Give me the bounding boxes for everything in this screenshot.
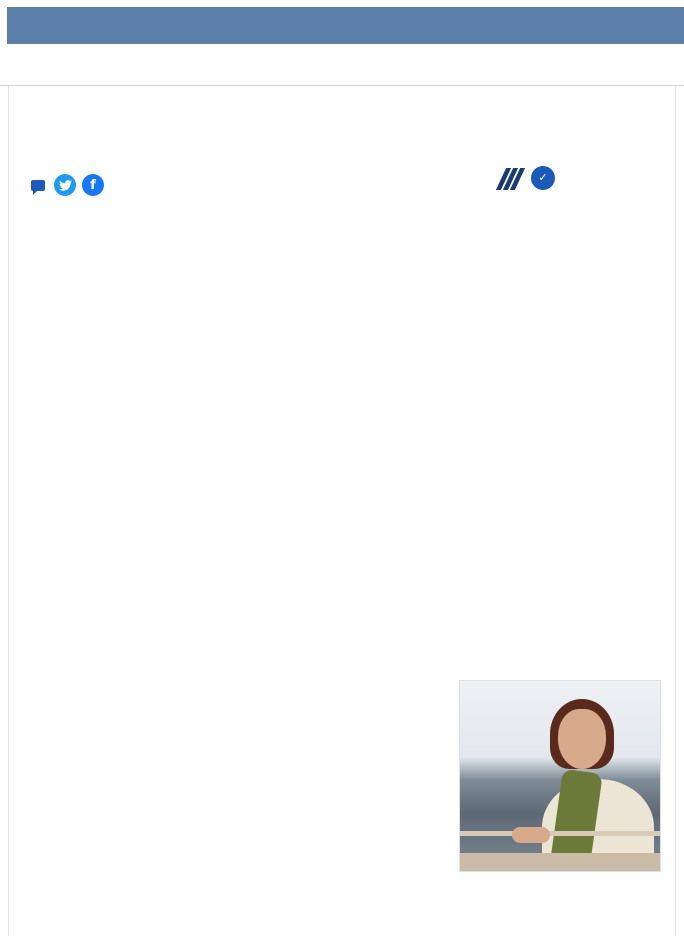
top-nav-bar <box>7 7 684 44</box>
comment-icon <box>31 180 45 191</box>
article <box>8 86 676 936</box>
article-photo[interactable] <box>459 680 661 880</box>
source-logo[interactable] <box>495 166 555 191</box>
interview-text <box>25 682 445 707</box>
top-navigation <box>0 0 684 46</box>
spacer <box>25 682 445 707</box>
twitter-share-button[interactable] <box>54 174 76 196</box>
source-seal <box>531 166 555 191</box>
facebook-share-button[interactable] <box>82 174 104 196</box>
jiji-mark-icon <box>495 168 521 190</box>
article-title <box>25 102 445 130</box>
author-photo[interactable] <box>459 680 661 872</box>
article-meta <box>25 174 104 196</box>
twitter-icon <box>59 180 72 191</box>
facebook-icon: f <box>90 177 96 193</box>
category-navigation <box>0 46 684 86</box>
comment-link[interactable] <box>31 180 48 191</box>
jiji-emblem-icon: ✓ <box>531 166 555 190</box>
